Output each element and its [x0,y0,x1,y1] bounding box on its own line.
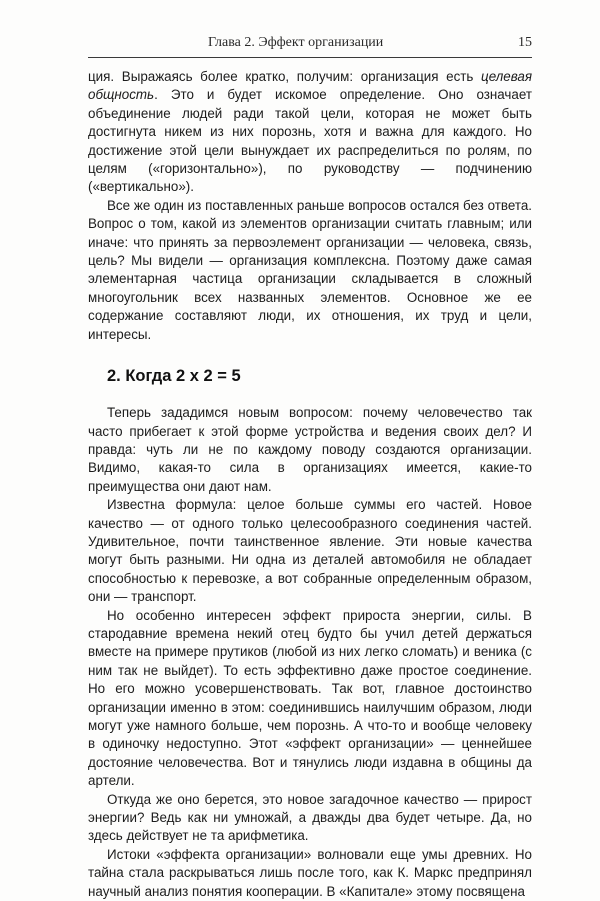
emphasis-term: целевая общность [88,69,532,103]
section-heading: 2. Когда 2 х 2 = 5 [107,367,241,386]
paragraph-text: ция. Выражаясь более кратко, получим: организация есть [88,69,482,84]
page-number: 15 [518,35,532,50]
paragraph: Но особенно интересен эффект прироста энергии, силы. В стародавние времена некий отец будто бы учил детей держаться вместе на примере прутиков (любой из них легко сломать) и веника (с ним так не выйдет). То есть эффективно даже простое соединение. Но его можно усовершенствовать. Так вот, главное достоинство организации именно в этом: соединившись наилучшим образом, люди могут уже намного больше, чем порознь. А что-то и вообще человеку в одиночку недоступно. Этот «эффект организации» — ценнейшее достояние человечества. Вот и тянулись люди издавна в общины да артели. [88,607,532,789]
paragraph: Истоки «эффекта организации» волновали еще умы древних. Но тайна стала раскрываться лишь после того, как К. Маркс предпринял научный анализ понятия кооперации. В «Капитале» этому посвящена [88,846,532,899]
running-header [88,0,532,58]
chapter-title: Глава 2. Эффект организации [208,35,384,50]
paragraph: Все же один из поставленных раньше вопросов остался без ответа. Вопрос о том, какой из элементов организации считать главным; или иначе: что принять за первоэлемент организации — человека, связь, цель? Мы видели — организация комплексна. Поэтому даже самая элементарная частица организации складывается в сложный многоугольник всех названных элементов. Основное же ее содержание составляют люди, их отношения, их труд и цели, интересы. [88,197,532,342]
paragraph: Теперь зададимся новым вопросом: почему человечество так часто прибегает к этой форме устройства и ведения своих дел? И правда: чуть ли не по каждому поводу создаются организации. Видимо, какая-то сила в организациях имеется, какие-то преимущества они дают нам. [88,405,532,494]
paragraph: Откуда же оно берется, это новое загадочное качество — прирост энергии? Ведь как ни умножай, а дважды два будет четыре. Да, но здесь действует не та арифметика. [88,791,532,844]
paragraph-text: . Это и будет искомое определение. Оно означает объединение людей ради такой цели, которая не может быть достигнута никем из них порознь, хотя и важна для каждого. Но достижение этой цели вынуждает их распределиться по ролям, по целям («горизонтально»), по руководству — подчинению («вертикально»). [88,87,532,195]
paragraph: Известна формула: целое больше суммы его частей. Новое качество — от одного только целесообразного соединения частей. Удивительное, почти таинственное явление. Эти новые качества могут быть разными. Ни одна из деталей автомобиля не обладает способностью к перевозке, а вот собранные определенным образом, они — транспорт. [88,497,532,605]
body-text [88,68,532,901]
paragraph-continued [88,68,532,197]
